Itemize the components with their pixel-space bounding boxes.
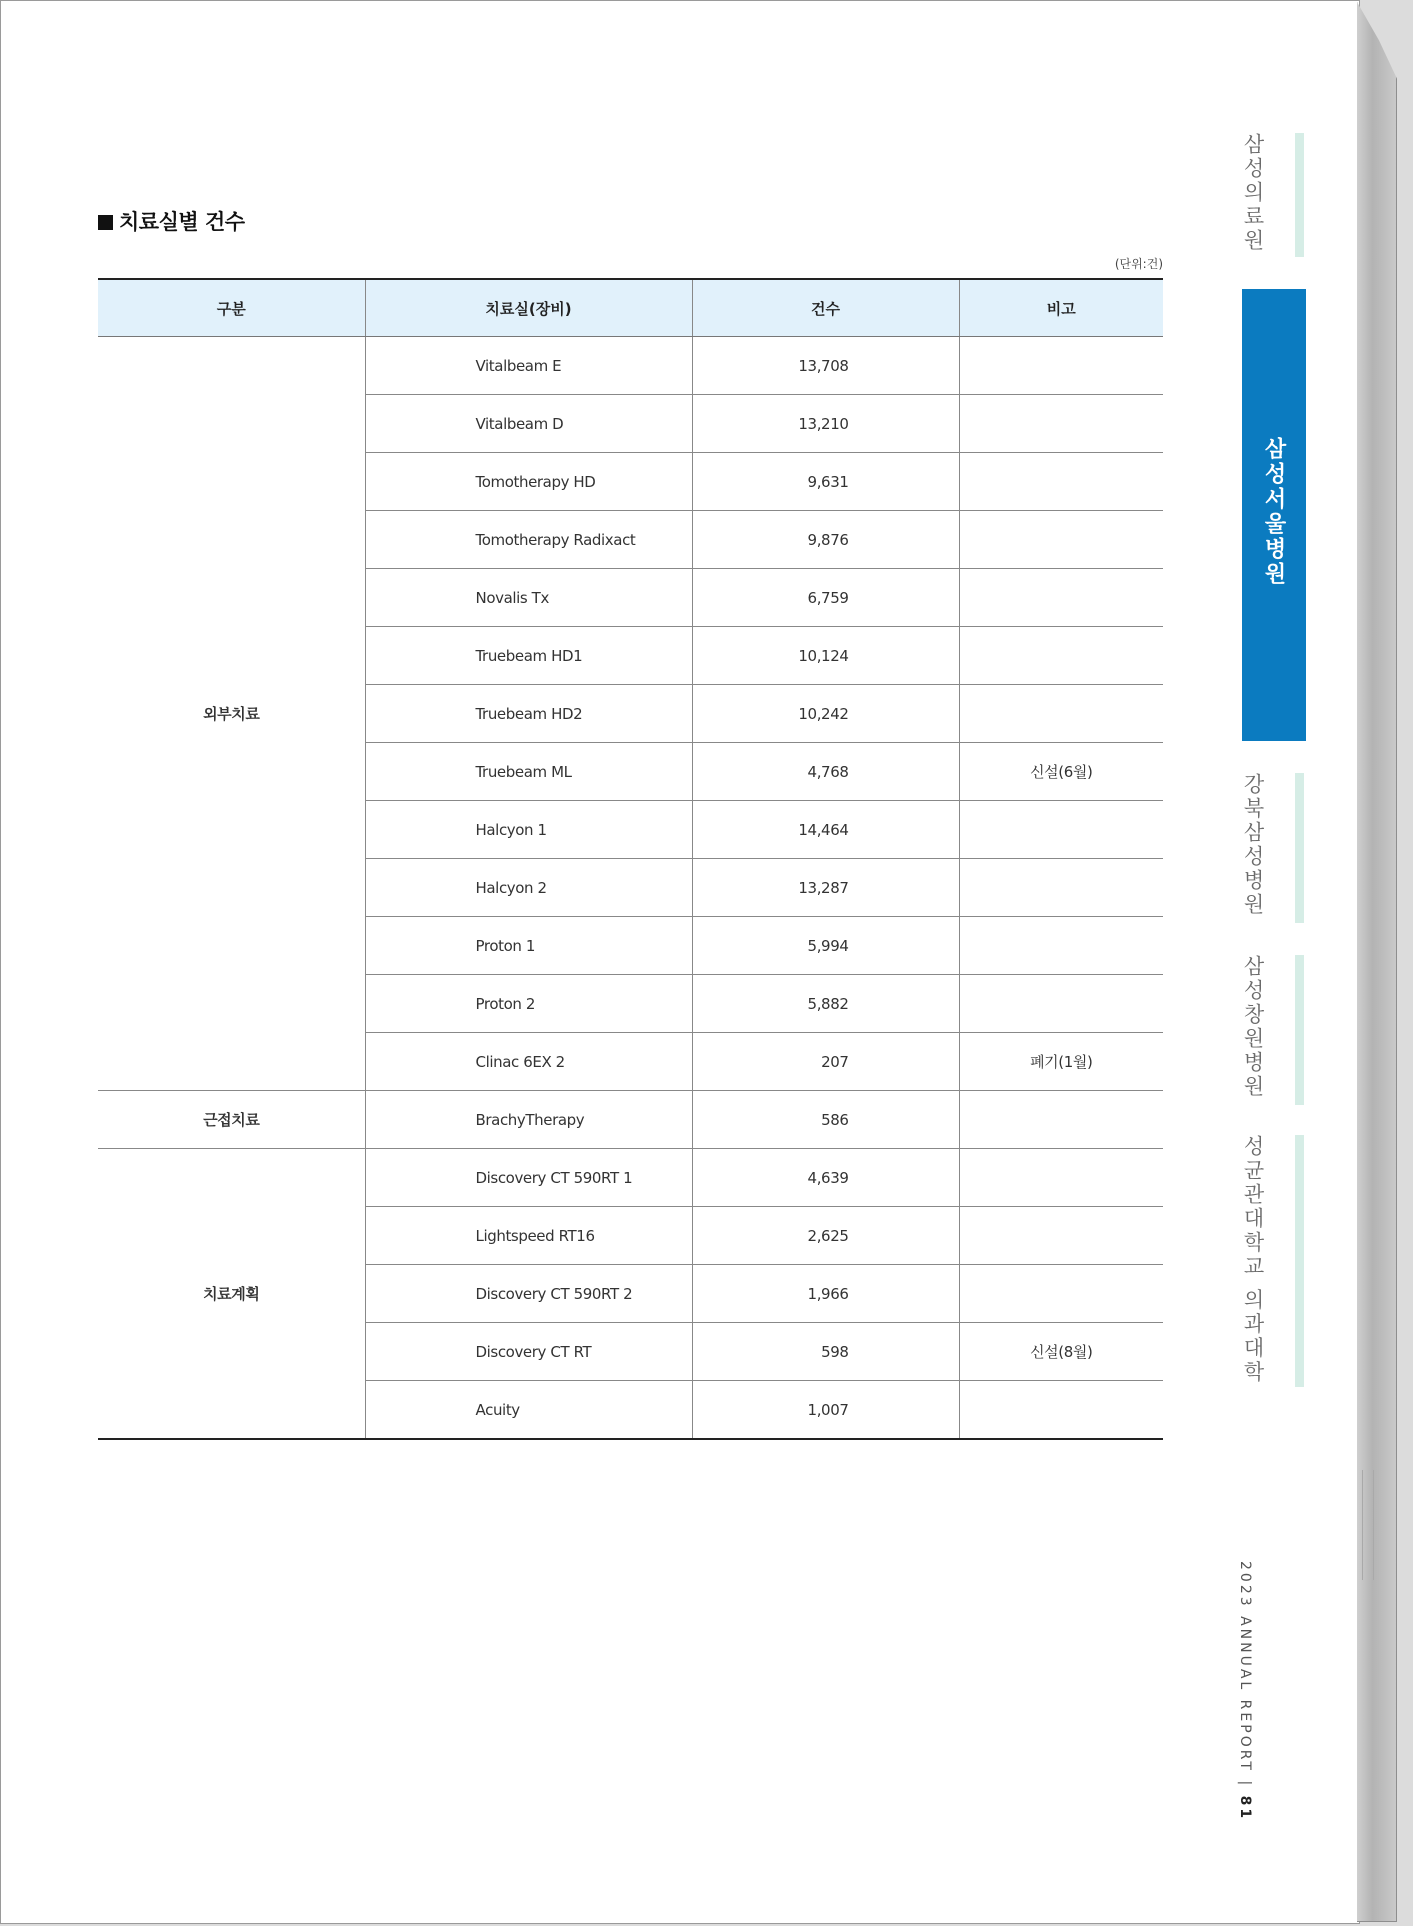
note-cell: [959, 685, 1163, 743]
sidebar-bar-4: [1295, 955, 1304, 1105]
equipment-cell: Novalis Tx: [365, 569, 692, 627]
note-cell: 신설(6월): [959, 743, 1163, 801]
sidebar-tab-samsung-seoul-hospital[interactable]: [1242, 289, 1306, 741]
count-cell: 13,287: [692, 859, 959, 917]
page-edge: [1357, 2, 1397, 1922]
count-cell: 2,625: [692, 1207, 959, 1265]
page-edge-mark: [1362, 1470, 1374, 1580]
count-cell: 14,464: [692, 801, 959, 859]
count-cell: 1,007: [692, 1381, 959, 1440]
count-cell: 10,124: [692, 627, 959, 685]
equipment-cell: Truebeam HD2: [365, 685, 692, 743]
equipment-cell: Halcyon 2: [365, 859, 692, 917]
note-cell: 폐기(1월): [959, 1033, 1163, 1091]
table-header-row: [98, 279, 1163, 337]
equipment-cell: Lightspeed RT16: [365, 1207, 692, 1265]
page-number: 81: [1237, 1795, 1253, 1822]
equipment-cell: Truebeam HD1: [365, 627, 692, 685]
equipment-cell: Tomotherapy Radixact: [365, 511, 692, 569]
note-cell: [959, 975, 1163, 1033]
header-category: 구분: [98, 279, 365, 337]
category-cell: 외부치료: [98, 337, 365, 1091]
count-cell: 5,994: [692, 917, 959, 975]
equipment-cell: Vitalbeam E: [365, 337, 692, 395]
note-cell: [959, 1207, 1163, 1265]
equipment-cell: Discovery CT RT: [365, 1323, 692, 1381]
count-cell: 5,882: [692, 975, 959, 1033]
equipment-cell: Halcyon 1: [365, 801, 692, 859]
table-row: [98, 1091, 1163, 1149]
sidebar-tab-samsung-changwon-hospital[interactable]: 삼성창원병원: [1241, 955, 1265, 1099]
treatment-room-table: [98, 278, 1163, 1440]
note-cell: 신설(8월): [959, 1323, 1163, 1381]
note-cell: [959, 1381, 1163, 1440]
count-cell: 207: [692, 1033, 959, 1091]
count-cell: 13,708: [692, 337, 959, 395]
equipment-cell: Truebeam ML: [365, 743, 692, 801]
note-cell: [959, 917, 1163, 975]
note-cell: [959, 337, 1163, 395]
equipment-cell: Vitalbeam D: [365, 395, 692, 453]
note-cell: [959, 511, 1163, 569]
sidebar-tab-samsung-medical-center[interactable]: 삼성의료원: [1241, 133, 1265, 253]
note-cell: [959, 1149, 1163, 1207]
section-title: 치료실별 건수: [98, 206, 245, 236]
header-note: 비고: [959, 279, 1163, 337]
sidebar-bar-3: [1295, 773, 1304, 923]
count-cell: 586: [692, 1091, 959, 1149]
sidebar-tab-active-label: 삼성서울병원: [1261, 437, 1286, 587]
sidebar-bar-5: [1295, 1135, 1304, 1387]
equipment-cell: Discovery CT 590RT 1: [365, 1149, 692, 1207]
equipment-cell: Acuity: [365, 1381, 692, 1440]
equipment-cell: Tomotherapy HD: [365, 453, 692, 511]
table-row: [98, 1149, 1163, 1207]
count-cell: 9,876: [692, 511, 959, 569]
category-cell: 근접치료: [98, 1091, 365, 1149]
equipment-cell: BrachyTherapy: [365, 1091, 692, 1149]
count-cell: 4,768: [692, 743, 959, 801]
header-count: 건수: [692, 279, 959, 337]
note-cell: [959, 569, 1163, 627]
note-cell: [959, 627, 1163, 685]
equipment-cell: Proton 2: [365, 975, 692, 1033]
count-cell: 13,210: [692, 395, 959, 453]
sidebar-tab-kangbuk-samsung-hospital[interactable]: 강북삼성병원: [1241, 773, 1265, 917]
equipment-cell: Discovery CT 590RT 2: [365, 1265, 692, 1323]
count-cell: 6,759: [692, 569, 959, 627]
category-cell: 치료계획: [98, 1149, 365, 1440]
count-cell: 10,242: [692, 685, 959, 743]
table-body: [98, 337, 1163, 1440]
note-cell: [959, 1265, 1163, 1323]
header-equipment: 치료실(장비): [365, 279, 692, 337]
square-bullet-icon: [98, 215, 113, 230]
page-footer: [1237, 1561, 1253, 1821]
count-cell: 598: [692, 1323, 959, 1381]
unit-label: (단위:건): [1114, 257, 1163, 271]
footer-separator: |: [1237, 1780, 1253, 1789]
note-cell: [959, 453, 1163, 511]
note-cell: [959, 395, 1163, 453]
note-cell: [959, 859, 1163, 917]
sidebar-tab-skku-medicine[interactable]: 성균관대학교 의과대학: [1241, 1135, 1265, 1385]
note-cell: [959, 801, 1163, 859]
table-row: [98, 337, 1163, 395]
count-cell: 1,966: [692, 1265, 959, 1323]
report-title: 2023 ANNUAL REPORT: [1237, 1561, 1253, 1773]
equipment-cell: Proton 1: [365, 917, 692, 975]
count-cell: 4,639: [692, 1149, 959, 1207]
equipment-cell: Clinac 6EX 2: [365, 1033, 692, 1091]
count-cell: 9,631: [692, 453, 959, 511]
note-cell: [959, 1091, 1163, 1149]
sidebar-bar-1: [1295, 133, 1304, 257]
